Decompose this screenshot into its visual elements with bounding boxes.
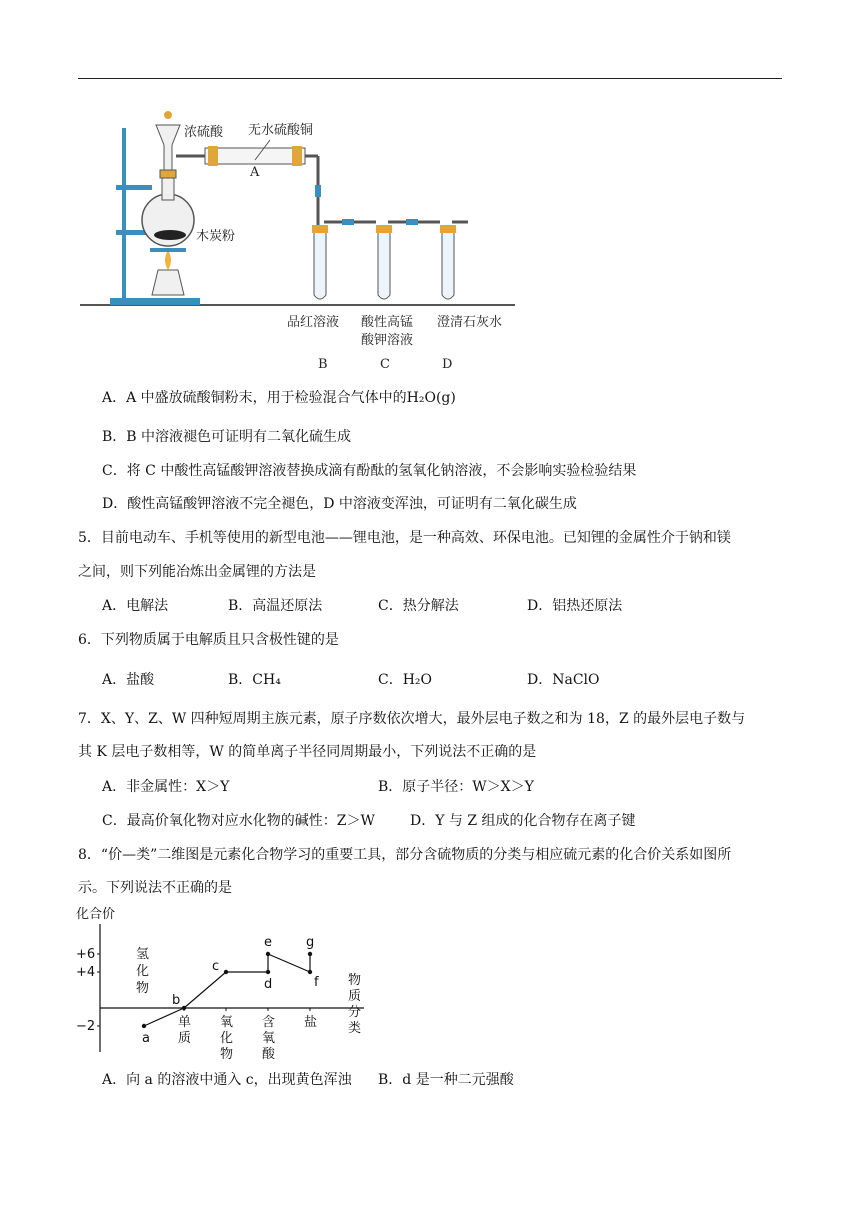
q6-option-b: B．CH₄: [228, 672, 281, 688]
tube-a-plug-right: [292, 146, 302, 166]
q6-option-c: C．H₂O: [378, 672, 433, 688]
point-g: [308, 952, 312, 956]
funnel-stopper: [164, 111, 172, 119]
y-tick-label: +6: [76, 947, 96, 962]
q6-stem: 6．下列物质属于电解质且只含极性键的是: [78, 632, 339, 648]
q5-option-d: D．铝热还原法: [527, 598, 623, 614]
q7-option-c: C．最高价氧化物对应水化物的碱性：Z＞W: [102, 813, 375, 829]
letter-d: D: [442, 357, 453, 372]
category-label: 氧化物: [220, 1015, 234, 1062]
y-axis-label: 化合价: [76, 907, 116, 922]
q7-option-b: B．原子半径：W＞X＞Y: [378, 779, 534, 795]
stand-rod: [122, 128, 126, 300]
label-solution-b: 品红溶液: [287, 315, 340, 330]
q7-stem-line2: 其 K 层电子数相等，W 的简单离子半径同周期最小，下列说法不正确的是: [78, 744, 537, 760]
q4-option-c: C．将 C 中酸性高锰酸钾溶液替换成滴有酚酞的氢氧化钠溶液，不会影响实验检验结果: [102, 463, 637, 479]
point-d: [266, 970, 270, 974]
label-acid: 浓硫酸: [184, 125, 224, 140]
point-c: [224, 970, 228, 974]
q6-option-a: A．盐酸: [102, 672, 155, 688]
q8-option-b: B．d 是一种二元强酸: [378, 1072, 514, 1088]
label-solution-c-1: 酸性高锰: [361, 315, 414, 330]
point-label-b: b: [172, 993, 181, 1008]
y-tick-label: −2: [76, 1019, 96, 1034]
point-a: [142, 1024, 146, 1028]
point-label-f: f: [314, 975, 319, 990]
q8-stem-line1: 8．“价—类”二维图是元素化合物学习的重要工具，部分含硫物质的分类与相应硫元素的化合价关系如图所: [78, 847, 732, 863]
category-label: 单质: [178, 1015, 192, 1046]
q4-option-d: D．酸性高锰酸钾溶液不完全褪色，D 中溶液变浑浊，可证明有二氧化碳生成: [102, 496, 577, 512]
q4-option-b: B．B 中溶液褪色可证明有二氧化硫生成: [102, 429, 352, 445]
flame: [165, 250, 171, 270]
connector-line: [184, 972, 226, 1008]
label-solution-c-2: 酸钾溶液: [361, 333, 414, 348]
letter-c: C: [380, 357, 390, 372]
category-label: 氢化物: [136, 947, 150, 996]
point-label-g: g: [306, 935, 315, 950]
clamp-1: [116, 185, 152, 190]
letter-b: B: [318, 357, 328, 372]
point-label-e: e: [264, 935, 272, 950]
category-label: 盐: [304, 1015, 318, 1030]
q5-stem-line1: 5．目前电动车、手机等使用的新型电池——锂电池，是一种高效、环保电池。已知锂的金属性介于钠和镁: [78, 530, 731, 546]
point-label-c: c: [212, 959, 220, 974]
point-label-d: d: [264, 977, 273, 992]
drying-tube-a: [205, 148, 305, 164]
dropping-funnel: [156, 125, 180, 170]
q6-option-d: D．NaClO: [527, 672, 600, 688]
test-tube-b: [312, 225, 328, 299]
point-f: [308, 970, 312, 974]
apparatus-diagram: [80, 100, 520, 375]
q7-stem-line1: 7．X、Y、Z、W 四种短周期主族元素，原子序数依次增大，最外层电子数之和为 18，Z 的最外层电子数与: [78, 711, 746, 727]
alcohol-lamp: [152, 270, 184, 295]
test-tube-d: [440, 225, 456, 299]
point-b: [182, 1006, 186, 1010]
wire-gauze: [150, 248, 186, 252]
label-tube-a: A: [250, 165, 260, 180]
valence-class-chart: [74, 902, 374, 1064]
q8-stem-line2: 示。下列说法不正确的是: [78, 880, 232, 896]
x-axis-label: 物质分类: [348, 973, 362, 1036]
tube-a-plug-left: [208, 146, 218, 166]
q4-option-a: A．A 中盛放硫酸铜粉末，用于检验混合气体中的H₂O(g): [102, 390, 456, 406]
test-tube-c: [376, 225, 392, 299]
point-e: [266, 952, 270, 956]
point-label-a: a: [142, 1031, 150, 1046]
category-label: 含氧酸: [262, 1015, 276, 1062]
label-copper-sulfate: 无水硫酸铜: [248, 123, 314, 138]
q5-option-b: B．高温还原法: [228, 598, 323, 614]
q8-option-a: A．向 a 的溶液中通入 c，出现黄色浑浊: [102, 1072, 352, 1088]
y-tick-label: +4: [76, 965, 96, 980]
q7-option-a: A．非金属性：X＞Y: [102, 779, 230, 795]
flask-neck: [162, 175, 174, 200]
connector-line: [268, 954, 310, 972]
q5-option-c: C．热分解法: [378, 598, 459, 614]
flask-stopper: [160, 170, 176, 178]
q5-option-a: A．电解法: [102, 598, 169, 614]
header-rule: [78, 78, 782, 79]
q5-stem-line2: 之间，则下列能冶炼出金属锂的方法是: [78, 564, 316, 580]
charcoal-powder: [154, 230, 186, 240]
q7-option-d: D．Y 与 Z 组成的化合物存在离子键: [410, 813, 636, 829]
label-charcoal: 木炭粉: [196, 229, 236, 244]
label-solution-d: 澄清石灰水: [437, 315, 503, 330]
